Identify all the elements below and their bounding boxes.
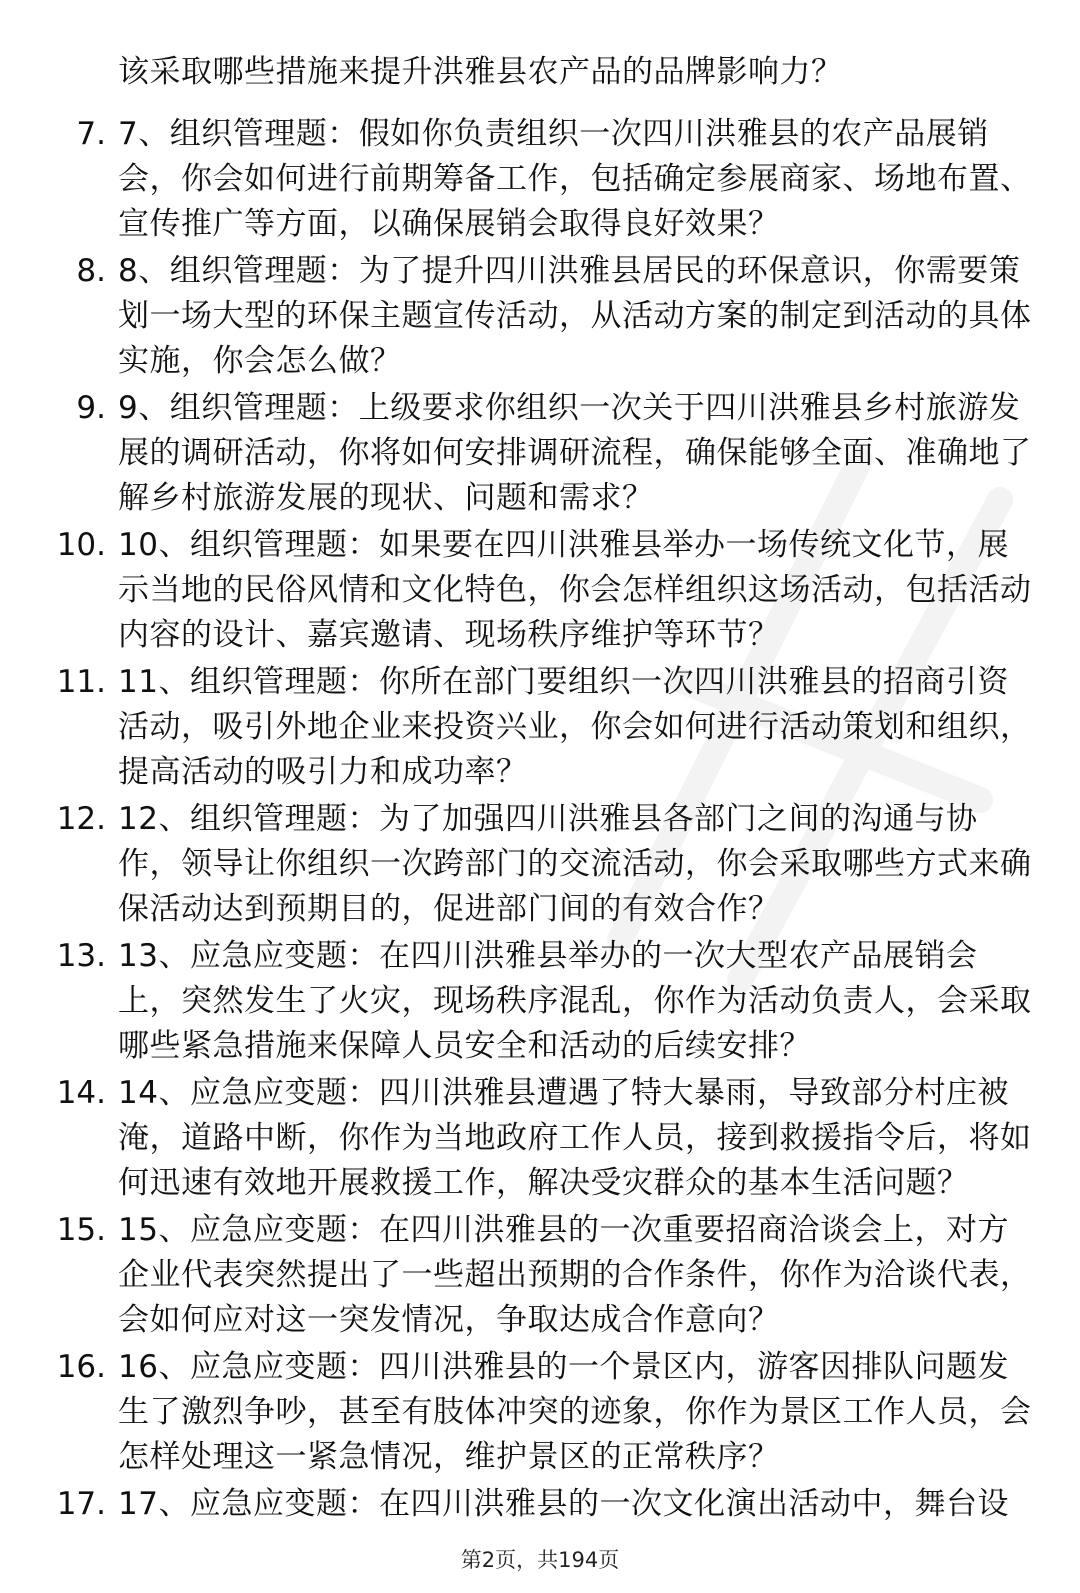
- item-text: 10、组织管理题：如果要在四川洪雅县举办一场传统文化节，展示当地的民俗风情和文化特色，你会怎样组织这场活动，包括活动内容的设计、嘉宾邀请、现场秩序维护等环节？: [118, 527, 1032, 653]
- list-item: [0, 660, 1080, 800]
- page-footer: 第2页，共194页: [460, 1548, 620, 1572]
- list-item: [0, 523, 1080, 663]
- list-item: [0, 1208, 1080, 1348]
- list-item: [0, 1482, 1080, 1532]
- item-number: 17.: [56, 1486, 106, 1522]
- list-item: [0, 386, 1080, 526]
- item-text: 15、应急应变题：在四川洪雅县的一次重要招商洽谈会上，对方企业代表突然提出了一些超出预期的合作条件，你作为洽谈代表，会如何应对这一突发情况，争取达成合作意向？: [118, 1212, 1032, 1338]
- item-number: 10.: [56, 527, 106, 563]
- item-text: 16、应急应变题：四川洪雅县的一个景区内，游客因排队问题发生了激烈争吵，甚至有肢体冲突的迹象，你作为景区工作人员，会怎样处理这一紧急情况，维护景区的正常秩序？: [118, 1349, 1032, 1475]
- item-number: 9.: [76, 390, 106, 426]
- item-text: 7、组织管理题：假如你负责组织一次四川洪雅县的农产品展销会，你会如何进行前期筹备工作，包括确定参展商家、场地布置、宣传推广等方面，以确保展销会取得良好效果？: [118, 116, 1032, 242]
- list-item: [0, 112, 1080, 252]
- item-text: 11、组织管理题：你所在部门要组织一次四川洪雅县的招商引资活动，吸引外地企业来投资兴业，你会如何进行活动策划和组织，提高活动的吸引力和成功率？: [118, 664, 1032, 790]
- list-item: [0, 249, 1080, 389]
- list-item: [0, 1345, 1080, 1485]
- list-item: [0, 1071, 1080, 1211]
- item-number: 13.: [56, 938, 106, 974]
- item-number: 12.: [56, 801, 106, 837]
- list-item: [0, 797, 1080, 937]
- item-text: 17、应急应变题：在四川洪雅县的一次文化演出活动中，舞台设: [118, 1486, 1009, 1522]
- continuation-text: 该采取哪些措施来提升洪雅县农产品的品牌影响力？: [118, 54, 843, 90]
- item-number: 8.: [76, 253, 106, 289]
- item-text: 13、应急应变题：在四川洪雅县举办的一次大型农产品展销会上，突然发生了火灾，现场秩序混乱，你作为活动负责人，会采取哪些紧急措施来保障人员安全和活动的后续安排？: [118, 938, 1032, 1064]
- item-text: 14、应急应变题：四川洪雅县遭遇了特大暴雨，导致部分村庄被淹，道路中断，你作为当地政府工作人员，接到救援指令后，将如何迅速有效地开展救援工作，解决受灾群众的基本生活问题？: [118, 1075, 1032, 1201]
- item-text: 8、组织管理题：为了提升四川洪雅县居民的环保意识，你需要策划一场大型的环保主题宣传活动，从活动方案的制定到活动的具体实施，你会怎么做？: [118, 253, 1032, 379]
- item-number: 16.: [56, 1349, 106, 1385]
- item-number: 7.: [76, 116, 106, 152]
- item-number: 15.: [56, 1212, 106, 1248]
- item-number: 14.: [56, 1075, 106, 1111]
- item-text: 9、组织管理题：上级要求你组织一次关于四川洪雅县乡村旅游发展的调研活动，你将如何安排调研流程，确保能够全面、准确地了解乡村旅游发展的现状、问题和需求？: [118, 390, 1032, 516]
- item-text: 12、组织管理题：为了加强四川洪雅县各部门之间的沟通与协作，领导让你组织一次跨部门的交流活动，你会采取哪些方式来确保活动达到预期目的，促进部门间的有效合作？: [118, 801, 1032, 927]
- item-number: 11.: [56, 664, 106, 700]
- list-item: [0, 934, 1080, 1074]
